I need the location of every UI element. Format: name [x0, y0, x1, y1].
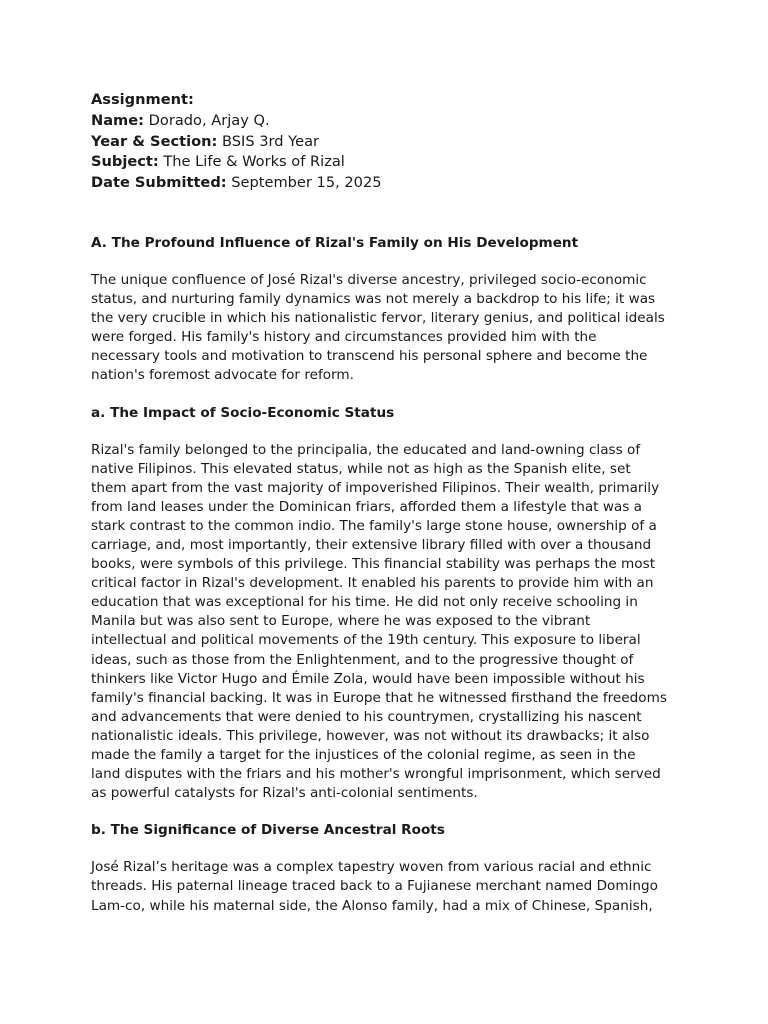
subsection-a-paragraph: Rizal's family belonged to the principalia, the educated and land-owning class of native Filipinos. This elevated status, while not as high as the Spanish elite, set them apart from the vast majority of impoverished Filipinos. Their wealth, primarily from land leases under the Dominican friars, afforded them a lifestyle that was a stark contrast to the common indio. The family's large stone house, ownership of a carriage, and, most importantly, their extensive library filled with over a thousand books, were symbols of this privilege. This financial stability was perhaps the most critical factor in Rizal's development. It enabled his parents to provide him with an education that was exceptional for his time. He did not only receive schooling in Manila but was also sent to Europe, where he was exposed to the vibrant intellectual and political movements of the 19th century. This exposure to liberal ideas, such as those from the Enlightenment, and to the progressive thought of thinkers like Victor Hugo and Émile Zola, would have been impossible without his family's financial backing. It was in Europe that he witnessed firsthand the freedoms and advancements that were denied to his countrymen, crystallizing his nascent nationalistic ideals. This privilege, however, was not without its drawbacks; it also made the family a target for the injustices of the colonial regime, as seen in the land disputes with the friars and his mother's wrongful imprisonment, which served as powerful catalysts for Rizal's anti-colonial sentiments.	[91, 441, 667, 802]
subsection-b-heading: b. The Significance of Diverse Ancestral Roots	[91, 822, 445, 839]
subject-line	[91, 152, 691, 173]
date-submitted-value: September 15, 2025	[231, 174, 382, 192]
year-section-label: Year & Section:	[91, 132, 218, 150]
name-line	[91, 111, 691, 132]
year-section-value: BSIS 3rd Year	[222, 132, 320, 150]
assignment-header	[91, 90, 691, 194]
document-page	[91, 90, 691, 916]
assignment-line	[91, 90, 691, 111]
section-a-paragraph: The unique confluence of José Rizal's diverse ancestry, privileged socio-economic status, and nurturing family dynamics was not merely a backdrop to his life; it was the very crucible in which his nationalistic fervor, literary genius, and political ideals were forged. His family's history and circumstances provided him with the necessary tools and motivation to transcend his personal sphere and become the nation's foremost advocate for reform.	[91, 271, 665, 384]
assignment-label: Assignment:	[91, 91, 194, 108]
subsection-a-heading: a. The Impact of Socio-Economic Status	[91, 404, 395, 421]
date-submitted-label: Date Submitted:	[91, 174, 227, 192]
date-submitted-line	[91, 173, 691, 194]
subsection-b-paragraph: José Rizal’s heritage was a complex tapestry woven from various racial and ethnic threads. His paternal lineage traced back to a Fujianese merchant named Domingo Lam-co, while his maternal side, the Alonso family, had a mix of Chinese, Spanish,	[91, 859, 658, 914]
name-value: Dorado, Arjay Q.	[148, 111, 270, 129]
subject-value: The Life & Works of Rizal	[163, 153, 345, 171]
section-a-heading: A. The Profound Influence of Rizal's Family on His Development	[91, 234, 579, 251]
name-label: Name:	[91, 111, 145, 129]
year-section-line	[91, 132, 691, 153]
subject-label: Subject:	[91, 153, 159, 171]
